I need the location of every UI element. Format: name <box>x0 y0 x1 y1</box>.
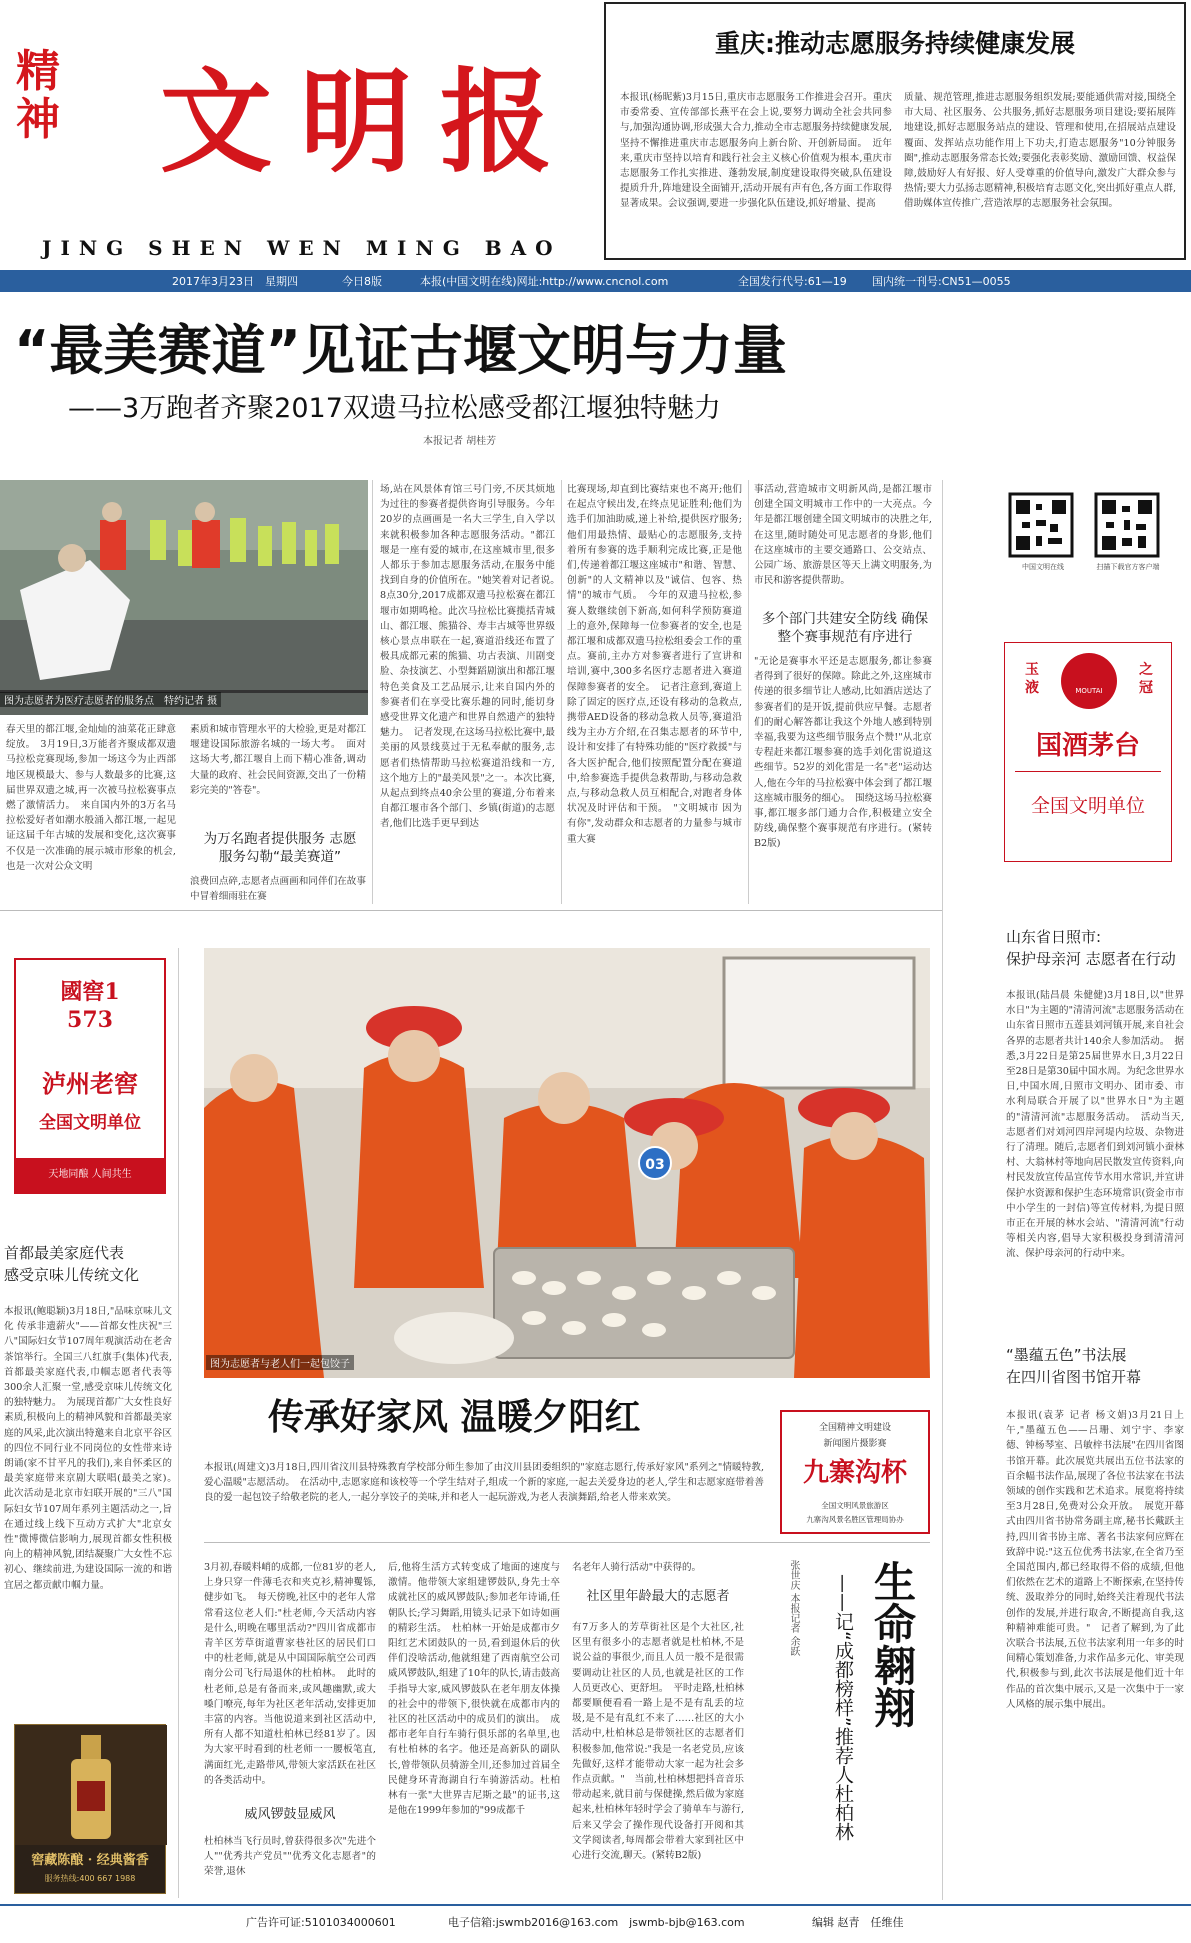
top-story-col-1: 本报讯(杨昵紫)3月15日,重庆市志愿服务工作推进会召开。重庆市委常委、宣传部部长燕平在会上说,要努力调动全社会共同参与,加强沟通协调,形成强大合力,推动全市志愿服务持续健康发展,坚持不懈推进重庆市志愿服务向上新台阶、开创新局面。 近年来,重庆市坚持以培育和践行社会主义核心价值观为根本,重庆市志愿服务工作扎实推进、蓬勃发展,制度建设取得突破,队伍建设提质升升,阵地建设全面铺开,活动开展有声有色,各方面工作取得显著成果。会议强调,要进一步强化队伍建设,抓好增量、提高 <box>620 92 892 210</box>
life-big-title: 生命翱翔 <box>868 1560 917 1728</box>
capital-family-body: 本报讯(鲍聪颖)3月18日,"品味京味儿文化 传承非遗薪火"——首都女性庆祝"三八"国际妇女节107周年观演活动在老舍茶馆举行。全国三八红旗手(集体)代表,首都最美家庭代表,巾帼志愿者代表等300余人汇聚一堂,感受京味儿传统文化的独特魅力。 为展现首都广大女性良好素质,积极向上的精神风貌和首都最美家庭的风采,此次演出特邀来自北京平谷区的四位不同行业不同岗位的女性带来诗朗诵(家不甘平凡的我们),来自怀柔区的最美家庭带来京剧大联唱(最美之家)。 此次活动是北京市妇联开展的"三八"国际妇女节107周年系列主题活动之一,旨在通过线上线下互动方式扩大"北京女性"微博微信影响力,展现首都女性积极向上的精神风貌,团结凝聚广大女性不忘初心、继续前进,为建设国际一流的和谐宜居之都贡献巾帼力量。 <box>4 1306 182 1591</box>
life-col-3b: 有7万多人的芳草街社区是个大社区,社区里有很多小的志愿者就是杜柏林,不是说公益的事很少,而且人员一般不是很需要调动让社区的人员,也就是社区的工作人员更改心、更舒坦。 平时走路,杜柏林都要顺便看看一路上是不是有乱丢的垃圾,是不是有乱红不来了……社区的大小活动中,杜柏林总是带领社区的志愿者们积极参加,他常说:"我是一名老党员,应该先做好,这样才能带动大家一起为社会多作点贡献。" 当前,杜柏林想把抖音音乐带动起来,就目前与保健操,然后做为家庭起来,杜柏林年轻时学会了骑单车与游行,后来又学会了操作现代设备打开阅和其文学阅读者,每周都会带着大家到社区中心进行交流,聊天。(紧转B2版) <box>572 1622 744 1862</box>
info-national-code: 全国发行代号:61—19 <box>738 275 847 288</box>
main-col-1: 春天里的都江堰,金灿灿的油菜花正肆意绽放。 3月19日,3万能者齐聚成都双遗马拉松竞赛现场,参加一场这今为止西部地区规模最大、参与人数最多的比赛,这届世界双遗之城,再一次被马拉松赛事点燃了激情活力。 来自国内外的3万名马拉松爱好者如潮水般涌入都江堰,一起见证这届千年古城的发展和变化,这次赛事不仅是一次准确的展示城市形象的机会,也是一次对公众文明 <box>6 724 176 872</box>
dumpling-photo-badge: 03 <box>638 1146 672 1180</box>
main-subhead: ——3万跑者齐聚2017双遗马拉松感受都江堰独特魅力 <box>68 393 721 424</box>
main-col-5b: "无论是赛事水平还是志愿服务,都让参赛者得到了很好的保障。除此之外,这座城市传递的很多细节让人感动,比如酒店送达了参赛者们的是开饭,提前供应早餐。志愿者们的耐心解答都让我这个外地人感到特别幸福,我要为这些细节服务点个赞!"从北京专程赶来都江堰参赛的选手刘化雷说道这些细节。52岁的刘化雷是一名"老"运动达人,他在今年的马拉松赛中体会到了都江堰这座城市服务的细心。 围绕这场马拉松赛事,都江堰多部门通力合作,积极建立安全防线,确保整个赛事规范有序进行。(紧转B2版) <box>754 656 932 850</box>
marathon-photo <box>0 480 368 715</box>
section-rule <box>0 910 942 911</box>
capital-family-title-1: 首都最美家庭代表 <box>4 1244 125 1262</box>
wine-ad <box>14 1724 166 1894</box>
footer-license: 广告许可证:5101034000601 <box>246 1916 396 1929</box>
main-subhead-2: 多个部门共建安全防线 确保整个赛事规范有序进行 <box>761 611 929 645</box>
moutai-line-1a: 玉液 <box>1025 662 1039 696</box>
footer-rule <box>0 1904 1191 1906</box>
main-byline: 本报记者 胡桂芳 <box>423 436 497 447</box>
info-pages: 今日8版 <box>342 275 382 288</box>
moutai-line-1b: 之冠 <box>1139 662 1153 696</box>
masthead-logo <box>10 38 590 228</box>
jiuzhai-line-1: 全国精神文明建设 <box>818 1423 891 1433</box>
family-headline: 传承好家风 温暖夕阳红 <box>268 1397 641 1438</box>
moutai-line-3: 全国文明单位 <box>1030 795 1145 817</box>
info-bar <box>0 270 1191 292</box>
masthead-logo-main: 文明报 <box>160 57 580 188</box>
main-headline: “最美赛道”见证古堰文明与力量 <box>14 319 787 382</box>
moutai-divider <box>1015 771 1161 772</box>
luzhou-slogan: 天地同酿 人间共生 <box>16 1158 164 1192</box>
col-rule <box>561 480 562 904</box>
moutai-brand: MOUTAI <box>1075 687 1103 695</box>
wine-line-1: 窖藏陈酿 · 经典酱香 <box>31 1853 149 1868</box>
luzhou-top: 國窖1573 <box>60 979 120 1033</box>
life-col-3: 名老年人骑行活动"中获得的。 <box>572 1562 702 1573</box>
col-rule <box>748 480 749 904</box>
masthead-logo-small: 精神 <box>16 46 60 145</box>
calligraphy-body: 本报讯(袁茅 记者 杨文娟)3月21日上午,"墨蕴五色——吕珊、刘宁宇、李家德、钟杨琴室、吕敏梓书法展"在四川省图书馆开幕。此次展览共展出五位书法家的百余幅书法作品,展现了各位书法家在书法领域的创作实践和艺术追求。展览将持续至3月28日,免费对公众开放。 展览开幕式由四川省书协常务副主席,秘书长戴跃主持,四川省书协主席、著名书法家何应辉在致辞中说:"这五位优秀书法家,在全省乃至全国范围内,都已经取得不俗的成绩,但他们依然在艺术的道路上不断探索,在坚持传统、汲取养分的同时,始终关注着现代书法创作的发展,并进行取舍,不断提高自我,这种精神难能可贵。" 记者了解到,为了此次联合书法展,五位书法家利用一年多的时间精心策划准备,力求作品多元化、审美现代,积极参与到,此次书法展是他们近十年作品的首次集中展示,又是一次集中于一家人风格的展示集中展出。 <box>1006 1410 1184 1710</box>
moutai-line-2: 国酒茅台 <box>1035 731 1140 761</box>
qr-label-1: 中国文明在线 <box>1022 563 1064 571</box>
jiuzhai-name: 九寨沟杯 <box>802 1458 907 1488</box>
life-subtitle: ——记“成都榜样”推荐人杜柏林 <box>832 1574 854 1841</box>
jiuzhai-line-2: 新闻图片摄影赛 <box>823 1439 887 1449</box>
info-cn-code: 国内统一刊号:CN51—0055 <box>872 275 1011 288</box>
moutai-ad <box>1004 642 1172 862</box>
dumpling-photo-caption: 图为志愿者与老人们一起包饺子 <box>206 1355 354 1370</box>
masthead <box>0 0 1191 270</box>
jiuzhai-ad <box>780 1410 930 1534</box>
masthead-pinyin: JING SHEN WEN MING BAO <box>42 236 562 260</box>
top-story-box <box>604 2 1186 260</box>
moutai-logo-icon <box>1061 653 1117 709</box>
rizhao-title-1: 山东省日照市: <box>1006 928 1102 946</box>
top-story-title: 重庆:推动志愿服务持续健康发展 <box>715 29 1075 58</box>
main-col-5a: 事活动,营造城市文明新风尚,是都江堰市创建全国文明城市工作中的一大亮点。今年是都江堰创建全国文明城市的决胜之年,在这里,随时随处可见志愿者的身影,他们在这座城市的主要交通路口、公交站点、公园广场、旅游景区等天上满文明服务,为市民和游客提供帮助。 <box>754 484 932 587</box>
top-story-col-2: 质量、规范管理,推进志愿服务组织发展;要能通供需对接,围绕全市大局、社区服务、公共服务,抓好志愿服务项目建设;要拓展阵地建设,抓好志愿服务站点的建设、管理和使用,在招展站点建设覆面、发挥站点功能作用上下功夫,打造志愿服务"10分钟服务圈",推动志愿服务常态长效;要强化表彰奖励、激励回馈、权益保障,鼓励好人有好报、好人受尊重的价值导向,激发广大群众参与热情;要大力弘扬志愿精神,积极培育志愿文化,突出抓好重点人群,借助媒体宣传推广,营造浓厚的志愿服务社会氛围。 <box>904 92 1176 210</box>
dumpling-photo <box>204 948 930 1378</box>
luzhou-name: 泸州老窖 <box>42 1069 138 1098</box>
main-col-2a: 素质和城市管理水平的大检验,更是对都江堰建设国际旅游名城的一场大考。 面对这场大考,都江堰自上而下精心准备,调动大量的政府、社会民间资源,交出了一份精彩完美的"答卷"。 <box>190 724 366 796</box>
calligraphy-title-2: 在四川省图书馆开幕 <box>1006 1368 1142 1386</box>
col-rule <box>942 480 943 1900</box>
life-col-1b: 杜柏林当飞行员时,曾获得很多次"先进个人""优秀共产党员""优秀文化志愿者"的荣誉,退休 <box>204 1836 376 1878</box>
jiuzhai-line-4: 九寨沟风景名胜区管理局协办 <box>806 1515 904 1524</box>
jiuzhai-line-3: 全国文明风景旅游区 <box>821 1501 889 1510</box>
rizhao-body: 本报讯(陆昌晨 朱健健)3月18日,以"世界水日"为主题的"清清河流"志愿服务活动在山东省日照市五莲县刘河镇开展,来自社会各界的志愿者共计140余人参加活动。 据悉,3月22日是第25届世界水日,3月22日至28日是第30届中国水周。为纪念世界水日,中国水周,日照市文明办、团市委、市水利局联合开展了以"世界水日"为主题的"清清河流"志愿服务活动。 活动当天,志愿者们对刘河四岸河堤内垃圾、杂物进行了清理。随后,志愿者们到刘河镇小蚕林村、大翁林村等地向居民散发宣传资料,向村民发放宣传品宣传节水用水常识,并宣讲保护水资源和保护生态环境常识(资金市市中小学生的一封信)等宣传材料,为提日照市正在开展的林水会站、"清清河流"行动等相关内容,倡导大家积极投身到清清河流、保护母亲河的行动中来。 <box>1006 990 1184 1260</box>
luzhou-ad <box>14 958 166 1194</box>
col-rule <box>178 948 179 1898</box>
family-lead: 本报讯(周建文)3月18日,四川省汶川县特殊教育学校部分师生参加了由汶川县团委组织的"家庭志愿行,传承好家风"系列之"情暖特教,爱心温暖"志愿活动。 在活动中,志愿家庭和该校等一个学生结对子,组成一个新的家庭,一起去关爱身边的老人,学生和志愿家庭带着善良的爱一起包饺子给敬老院的老人,一起分享饺子的美味,并和老人一起玩游戏,为老人表演舞蹈,给老人带来欢笑。 <box>204 1462 764 1504</box>
qr-codes <box>1006 490 1166 580</box>
main-col-4: 比赛现场,却直到比赛结束也不离开;他们在起点守候出发,在终点见证胜利;他们为选手们加油助威,递上补给,提供医疗服务;他们用最热情、最贴心的志愿服务,支持着所有参赛的选手顺利完成比赛,正是他们,传递着都江堰这座城市"和谐、智慧、创新"的人文精神以及"诚信、包容、热情"的城市气质。 今年的双遗马拉松,参赛人数继续创下新高,如何科学预防赛道上的意外,保障每一位参赛者的安全,也是都江堰和成都双遗马拉松组委会工作的重点。赛前,主办方对参赛者进行了宣讲和培训,赛中,300多名医疗志愿者进入赛道保障参赛者的安全。 记者注意到,赛道上除了固定的医疗点,还设有移动的急救点,携带AED设备的移动急救人员等,赛道沿线为主办方介绍,在召集志愿者的环节中,设计和安排了有特殊功能的"医疗救援"与各大医护配合,他们按照配置分配在赛道中,给参赛选手提供急救帮助,与移动急救点,与移动急救人员互相配合,对跑者身体状况及时评估和干预。 "文明城市 因为有你",发动群众和志愿者的力量参与城市重大赛 <box>567 484 742 845</box>
footer-editor: 编辑 赵青 任维佳 <box>812 1916 904 1929</box>
info-website: 本报(中国文明在线)网址:http://www.cncnol.com <box>420 275 669 288</box>
life-subhead-2: 社区里年龄最大的志愿者 <box>586 1589 730 1604</box>
life-col-2: 后,他将生活方式转变成了地面的速度与激情。他带领大家组建锣鼓队,身先士卒成就社区的威风锣鼓队;参加老年诗诵,任朝队长;学习舞蹈,用镜头记录下如诗如画的精彩生活。 杜柏林一开始是成都市夕阳红艺术团鼓队的一员,看到退休后的伙伴们没啥活动,他就组建了西南航空公司威风锣鼓队,组建了10年的队长,请击鼓高手指导大家,威风锣鼓队在老年朋友体操的社会中的带领下,很快就在成都市内的社区的社区活动中的成员们的演出。 成都市老年自行车骑行俱乐部的名单里,也有杜柏林的名字。他还是高新队的副队长,曾带领队员骑游全川,还参加过首届全民健身环青海湖自行车骑游活动。杜柏林有一张"大世界吉尼斯之最"的证书,这是他在1999年参加的"99成都千 <box>388 1562 560 1817</box>
wine-bottle-icon <box>15 1725 167 1845</box>
main-col-3: 场,站在风景体育馆三号门旁,不厌其烦地为过往的参赛者提供咨询引导服务。今年20岁的点画画是一名大三学生,自入学以来就积极参加各种志愿服务活动。"都江堰是一座有爱的城市,在这座城市里,很多人都乐于参加志愿服务活动,在服务中能找到自身的价值所在。"她笑着对记者说。 8点30分,2017成都双遗马拉松赛在都江堰市如期鸣枪。此次马拉松比赛揽括青城山、都江堰、熊猫谷、寿丰古城等世界级核心景点串联在一起,赛道沿线还布置了极具成都元素的熊猫、功古表演、川剧变脸、杂技演艺、小型舞蹈剧演出和都江堰特色美食及工艺品展示,让来自国内外的参赛者们在享受比赛乐趣的同时,能切身感受世界文化遗产和世界自然遗产的独特魅力。 记者发现,在这场马拉松比赛中,最美丽的风景线莫过于无私奉献的服务,志愿者们热情帮助马拉松赛道沿线和一方,这个地方上的"最美风景"之一。本次比赛,从起点到终点40余公里的赛道,分布着来自都江堰市各个部门、乡镇(街道)的志愿者,他们比选手更早到达 <box>380 484 565 830</box>
marathon-photo-caption: 图为志愿者为医疗志愿者的服务点 特约记者 摄 <box>0 692 221 707</box>
wine-line-2: 服务热线:400 667 1988 <box>44 1874 136 1883</box>
calligraphy-title-1: “墨蕴五色”书法展 <box>1006 1346 1127 1364</box>
marathon-photo-image <box>0 480 368 715</box>
main-col-2b: 浪费回点碎,志愿者点画画和同伴们在故事中冒着细雨驻在赛 <box>190 876 366 903</box>
dumpling-photo-image <box>204 948 930 1378</box>
qr-label-2: 扫描下载官方客户端 <box>1096 563 1160 571</box>
section-rule <box>204 1542 930 1543</box>
life-subhead-1: 威风锣鼓显威风 <box>244 1807 336 1822</box>
footer-email: 电子信箱:jswmb2016@163.com jswmb-bjb@163.com <box>448 1916 745 1929</box>
main-subhead-1: 为万名跑者提供服务 志愿服务勾勒“最美赛道” <box>203 831 357 865</box>
qr-code-icon <box>1006 490 1166 560</box>
luzhou-line: 全国文明单位 <box>39 1113 141 1133</box>
rizhao-title-2: 保护母亲河 志愿者在行动 <box>1006 950 1176 968</box>
life-byline: 张世庆 本报记者 余跃 <box>788 1560 799 1657</box>
life-col-1: 3月初,春暖料峭的成都,一位81岁的老人,上身只穿一件薄毛衣和夹克衫,精神矍铄,健步如飞。 每天傍晚,社区中的老年人常常看这位老人们:"杜老师,今天活动内容是什么,明晚在哪里活动?"四川省成都市青羊区芳草街道曹家巷社区的居民们口中的杜老师,就是从中国国际航空公司西南分公司飞行局退休的杜柏林。 此时的杜老师,总是有备而来,或风趣幽默,或大嗓门嘹亮,每年为社区老年活动,安排更加丰富的内容。当他说道来到社区活动中,所有人都不知道杜柏林已经81岁了。因为大家平时看到的杜老师一一腰板笔直,满面红光,走路带风,带领大家活跃在社区的各类活动中。 <box>204 1562 376 1786</box>
info-date: 2017年3月23日 星期四 <box>172 275 298 288</box>
capital-family-title-2: 感受京味儿传统文化 <box>4 1266 140 1284</box>
col-rule <box>372 480 373 904</box>
